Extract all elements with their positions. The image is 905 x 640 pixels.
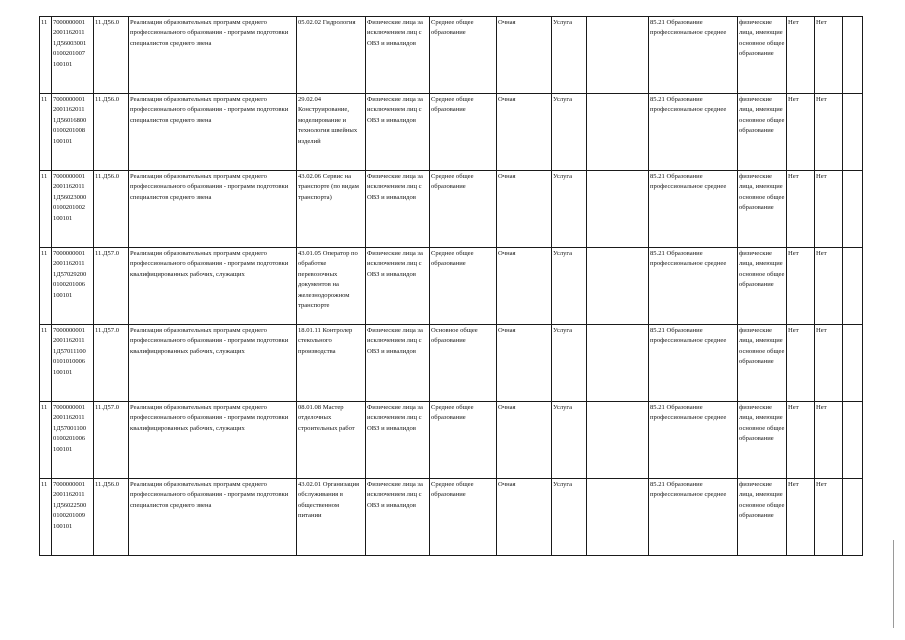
table-row (40, 17, 863, 94)
cell-service-code: 11.Д56.0 (94, 479, 129, 556)
cell-service-code: 11.Д56.0 (94, 17, 129, 94)
cell-flag-2: Нет (815, 325, 843, 402)
cell-empty (587, 17, 649, 94)
cell-consumers: физические лица, имеющие основное общее образование (738, 479, 787, 556)
cell-trailing (843, 402, 863, 479)
cell-education-level: Среднее общее образование (430, 479, 497, 556)
cell-service-code: 11.Д57.0 (94, 325, 129, 402)
cell-type: Услуга (552, 17, 587, 94)
cell-specialty: 18.01.11 Контролер стекольного производства (297, 325, 366, 402)
cell-consumers: физические лица, имеющие основное общее образование (738, 248, 787, 325)
cell-type: Услуга (552, 94, 587, 171)
cell-flag-1: Нет (787, 325, 815, 402)
cell-study-form: Очная (497, 325, 552, 402)
cell-consumer-category: Физические лица за исключением лиц с ОВЗ и инвалидов (366, 94, 430, 171)
cell-service-name: Реализация образовательных программ среднего профессионального образования - программ подготовки квалифицированных рабочих, служащих (129, 248, 297, 325)
cell-trailing (843, 17, 863, 94)
cell-education-level: Среднее общее образование (430, 17, 497, 94)
cell-okved: 85.21 Образование профессиональное среднее (649, 325, 738, 402)
cell-flag-1: Нет (787, 248, 815, 325)
cell-type: Услуга (552, 248, 587, 325)
cell-okved: 85.21 Образование профессиональное среднее (649, 17, 738, 94)
cell-okved: 85.21 Образование профессиональное среднее (649, 171, 738, 248)
cell-number: 11 (40, 17, 52, 94)
cell-service-code: 11.Д57.0 (94, 248, 129, 325)
cell-consumer-category: Физические лица за исключением лиц с ОВЗ и инвалидов (366, 402, 430, 479)
cell-registry-code: 7000000001 2001162011 1Д57011100 0101010006 100101 (52, 325, 94, 402)
cell-flag-2: Нет (815, 402, 843, 479)
cell-type: Услуга (552, 171, 587, 248)
cell-registry-code: 7000000001 2001162011 1Д57001100 0100201006 100101 (52, 402, 94, 479)
cell-consumers: физические лица, имеющие основное общее образование (738, 94, 787, 171)
cell-okved: 85.21 Образование профессиональное среднее (649, 402, 738, 479)
cell-type: Услуга (552, 325, 587, 402)
cell-flag-2: Нет (815, 94, 843, 171)
cell-registry-code: 7000000001 2001162011 1Д56003001 0100201007 100101 (52, 17, 94, 94)
cell-consumer-category: Физические лица за исключением лиц с ОВЗ и инвалидов (366, 325, 430, 402)
scan-artifact-line (893, 540, 894, 628)
cell-empty (587, 325, 649, 402)
cell-consumers: физические лица, имеющие основное общее образование (738, 402, 787, 479)
cell-number: 11 (40, 325, 52, 402)
cell-type: Услуга (552, 479, 587, 556)
cell-flag-2: Нет (815, 17, 843, 94)
cell-study-form: Очная (497, 94, 552, 171)
cell-specialty: 29.02.04 Конструирование, моделирование и технология швейных изделий (297, 94, 366, 171)
cell-study-form: Очная (497, 17, 552, 94)
cell-specialty: 43.02.01 Организация обслуживания в общественном питании (297, 479, 366, 556)
cell-education-level: Среднее общее образование (430, 402, 497, 479)
cell-specialty: 43.02.06 Сервис на транспорте (по видам транспорта) (297, 171, 366, 248)
cell-registry-code: 7000000001 2001162011 1Д57029200 0100201006 100101 (52, 248, 94, 325)
cell-specialty: 08.01.08 Мастер отделочных строительных работ (297, 402, 366, 479)
cell-type: Услуга (552, 402, 587, 479)
cell-trailing (843, 479, 863, 556)
cell-study-form: Очная (497, 248, 552, 325)
cell-number: 11 (40, 248, 52, 325)
cell-service-name: Реализация образовательных программ среднего профессионального образования - программ подготовки специалистов среднего звена (129, 171, 297, 248)
cell-empty (587, 479, 649, 556)
cell-flag-2: Нет (815, 248, 843, 325)
cell-consumers: физические лица, имеющие основное общее образование (738, 171, 787, 248)
cell-okved: 85.21 Образование профессиональное среднее (649, 248, 738, 325)
cell-service-name: Реализация образовательных программ среднего профессионального образования - программ подготовки квалифицированных рабочих, служащих (129, 325, 297, 402)
cell-number: 11 (40, 171, 52, 248)
cell-flag-1: Нет (787, 479, 815, 556)
table-row (40, 325, 863, 402)
cell-trailing (843, 325, 863, 402)
cell-specialty: 43.01.05 Оператор по обработке перевозочных документов на железнодорожном транспорте (297, 248, 366, 325)
cell-consumer-category: Физические лица за исключением лиц с ОВЗ и инвалидов (366, 479, 430, 556)
cell-flag-1: Нет (787, 94, 815, 171)
table-row (40, 248, 863, 325)
cell-registry-code: 7000000001 2001162011 1Д56023000 0100201002 100101 (52, 171, 94, 248)
cell-okved: 85.21 Образование профессиональное среднее (649, 479, 738, 556)
cell-specialty: 05.02.02 Гидрология (297, 17, 366, 94)
cell-registry-code: 7000000001 2001162011 1Д56022500 0100201009 100101 (52, 479, 94, 556)
cell-consumers: физические лица, имеющие основное общее образование (738, 17, 787, 94)
cell-flag-1: Нет (787, 171, 815, 248)
cell-number: 11 (40, 479, 52, 556)
cell-service-code: 11.Д56.0 (94, 171, 129, 248)
cell-flag-2: Нет (815, 171, 843, 248)
cell-service-name: Реализация образовательных программ среднего профессионального образования - программ подготовки специалистов среднего звена (129, 94, 297, 171)
cell-service-name: Реализация образовательных программ среднего профессионального образования - программ подготовки квалифицированных рабочих, служащих (129, 402, 297, 479)
cell-empty (587, 402, 649, 479)
cell-education-level: Среднее общее образование (430, 94, 497, 171)
cell-education-level: Основное общее образование (430, 325, 497, 402)
cell-trailing (843, 171, 863, 248)
cell-consumers: физические лица, имеющие основное общее образование (738, 325, 787, 402)
cell-flag-1: Нет (787, 402, 815, 479)
cell-registry-code: 7000000001 2001162011 1Д56016800 0100201008 100101 (52, 94, 94, 171)
cell-number: 11 (40, 402, 52, 479)
cell-consumer-category: Физические лица за исключением лиц с ОВЗ и инвалидов (366, 17, 430, 94)
cell-trailing (843, 248, 863, 325)
cell-education-level: Среднее общее образование (430, 248, 497, 325)
cell-consumer-category: Физические лица за исключением лиц с ОВЗ и инвалидов (366, 171, 430, 248)
cell-flag-1: Нет (787, 17, 815, 94)
table-row (40, 402, 863, 479)
cell-number: 11 (40, 94, 52, 171)
cell-study-form: Очная (497, 171, 552, 248)
table-row (40, 171, 863, 248)
cell-empty (587, 94, 649, 171)
cell-trailing (843, 94, 863, 171)
table-row (40, 479, 863, 556)
cell-empty (587, 248, 649, 325)
cell-empty (587, 171, 649, 248)
cell-service-name: Реализация образовательных программ среднего профессионального образования - программ подготовки специалистов среднего звена (129, 17, 297, 94)
cell-education-level: Среднее общее образование (430, 171, 497, 248)
cell-okved: 85.21 Образование профессиональное среднее (649, 94, 738, 171)
table-row (40, 94, 863, 171)
registry-table (39, 16, 863, 556)
cell-service-code: 11.Д57.0 (94, 402, 129, 479)
cell-service-code: 11.Д56.0 (94, 94, 129, 171)
registry-rows (40, 17, 863, 556)
cell-service-name: Реализация образовательных программ среднего профессионального образования - программ подготовки специалистов среднего звена (129, 479, 297, 556)
cell-study-form: Очная (497, 402, 552, 479)
cell-consumer-category: Физические лица за исключением лиц с ОВЗ и инвалидов (366, 248, 430, 325)
cell-study-form: Очная (497, 479, 552, 556)
cell-flag-2: Нет (815, 479, 843, 556)
